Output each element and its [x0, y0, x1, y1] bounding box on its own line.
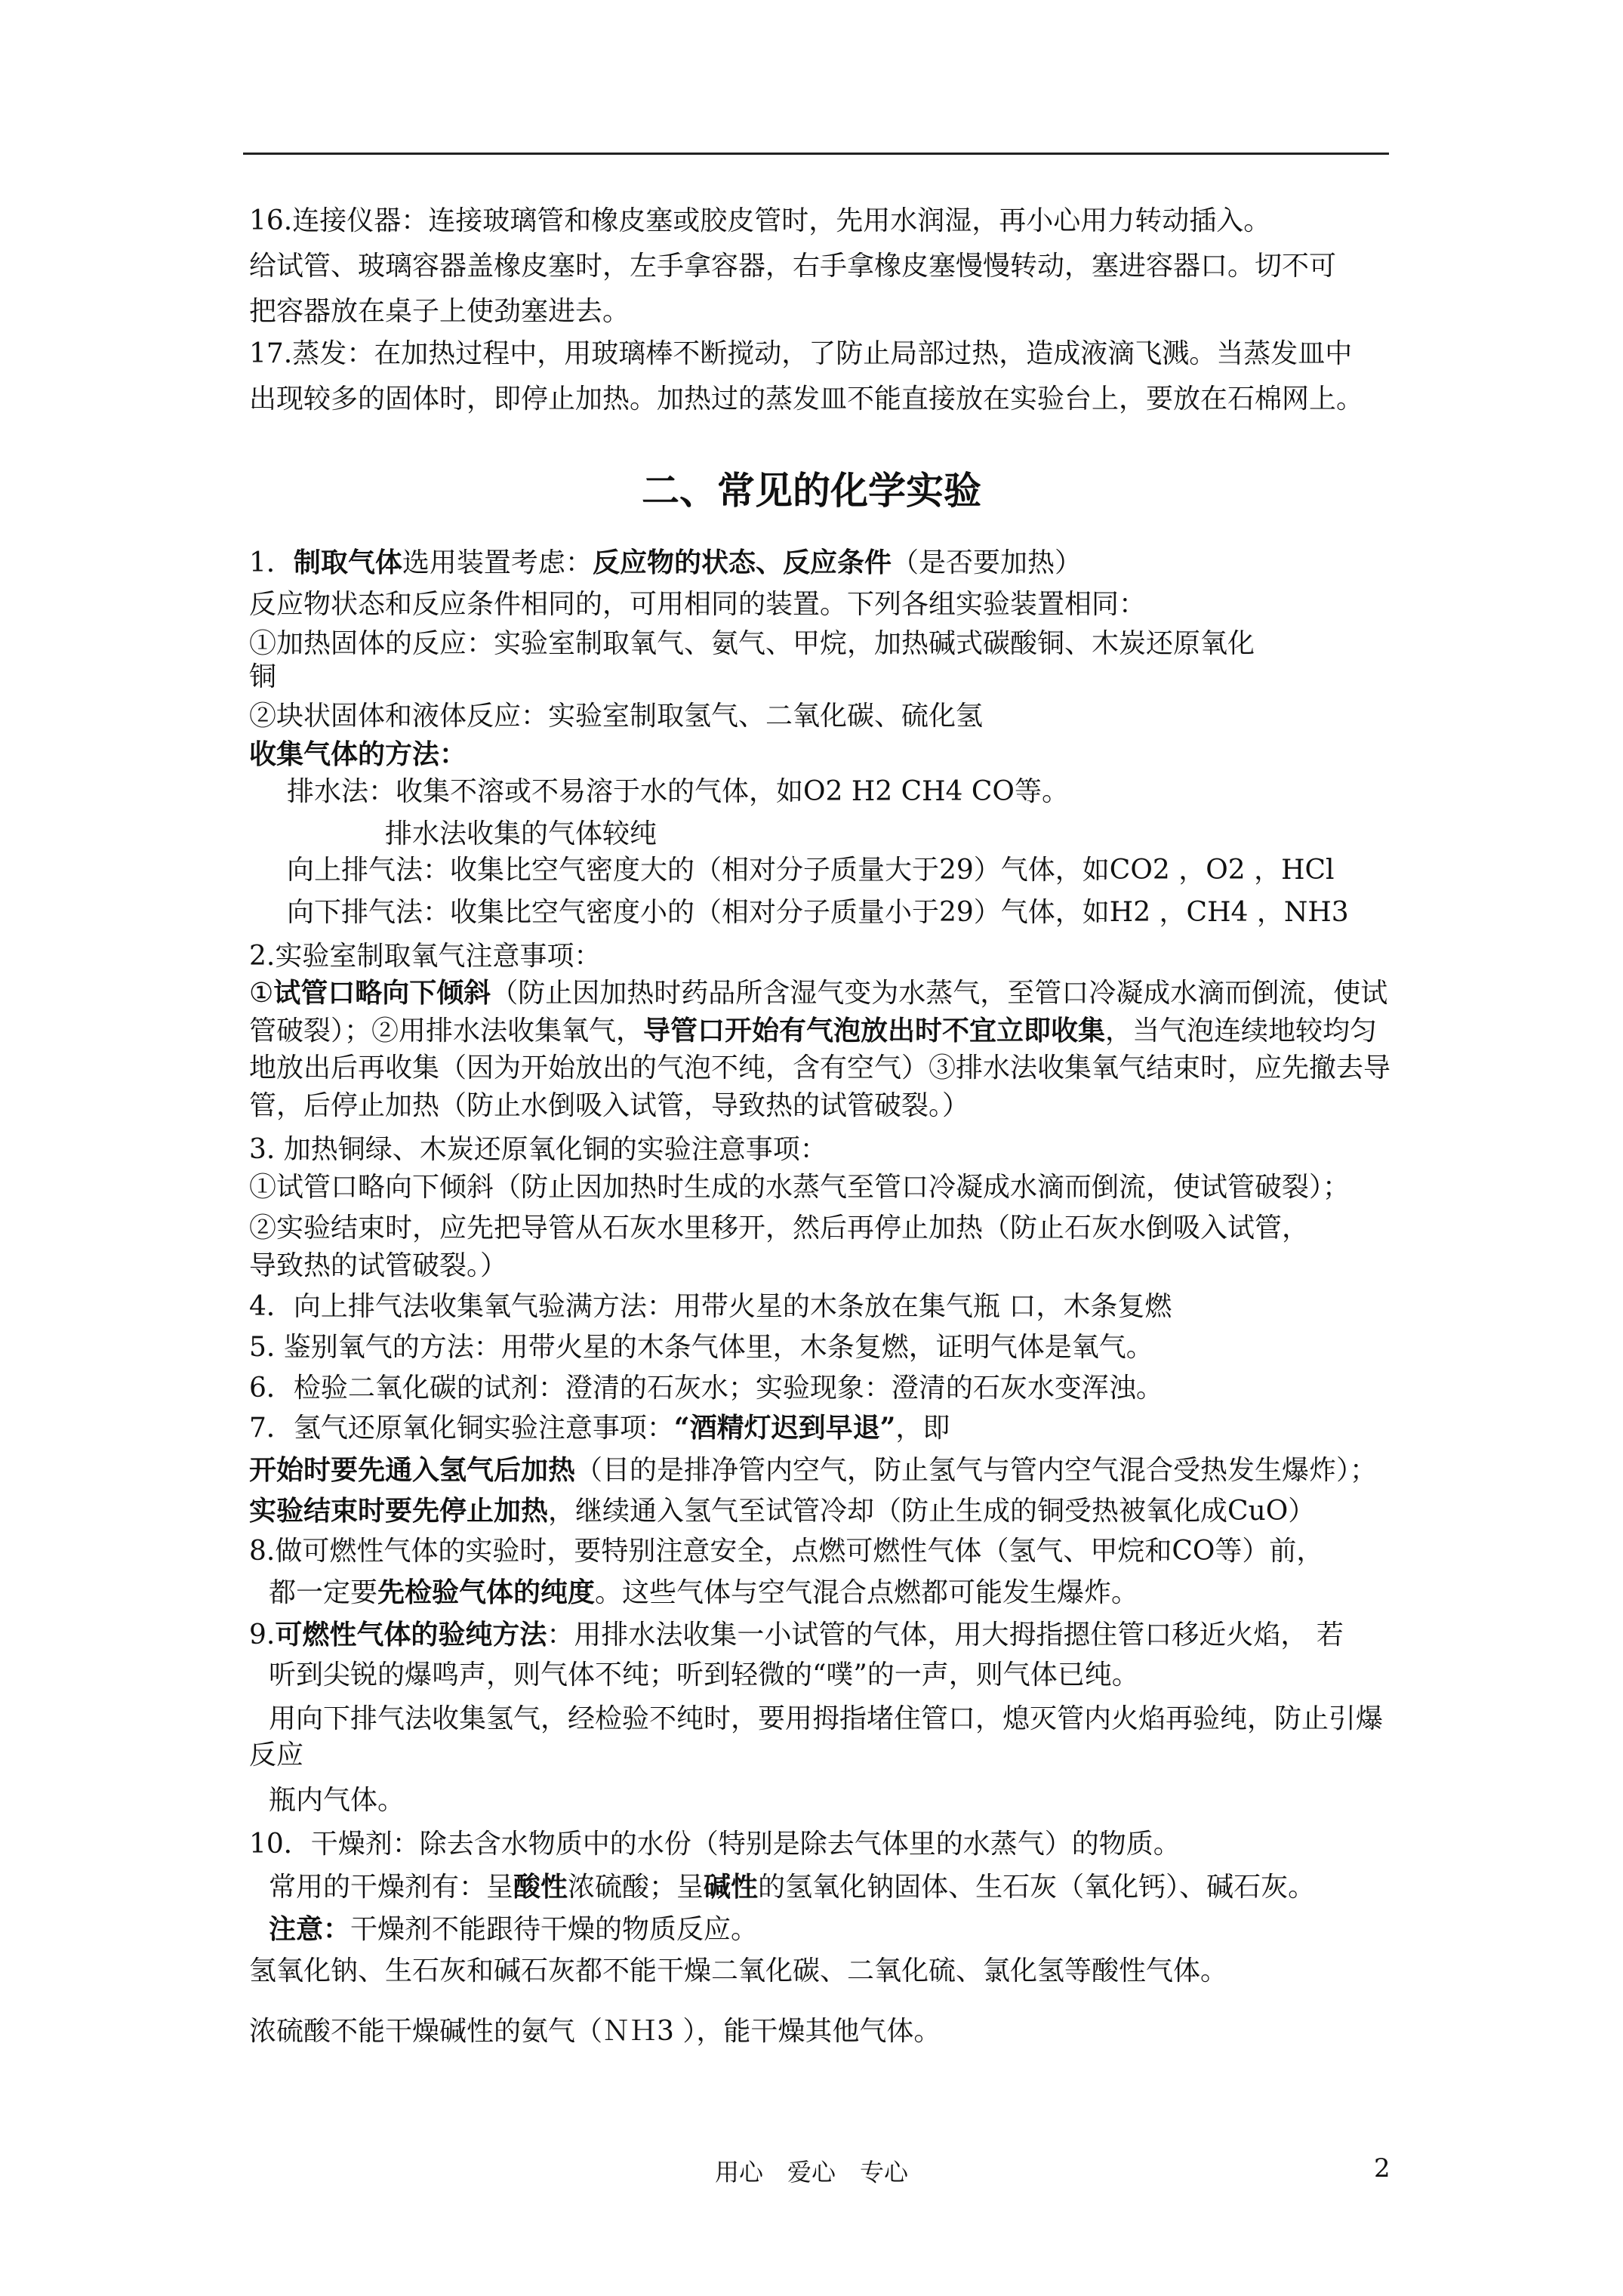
text-line: 2.实验室制取氧气注意事项： — [249, 941, 602, 972]
text-line: 导致热的试管破裂。） — [249, 1250, 508, 1281]
text-line: 排水法收集的气体较纯 — [385, 818, 658, 849]
text-line: ①试管口略向下倾斜（防止因加热时药品所含湿气变为水蒸气，至管口冷凝成水滴而倒流，使试 — [249, 977, 1388, 1009]
text-line: 1．制取气体选用装置考虑：反应物的状态、反应条件（是否要加热） — [249, 547, 1082, 578]
page-number: 2 — [1374, 2153, 1390, 2184]
section-title: 二、常见的化学实验 — [642, 468, 981, 513]
text-line: 把容器放在桌子上使劲塞进去。 — [249, 296, 630, 327]
text-line: 17.蒸发：在加热过程中，用玻璃棒不断搅动，了防止局部过热，造成液滴飞溅。当蒸发皿中 — [249, 338, 1353, 369]
text-line: 听到尖锐的爆鸣声，则气体不纯；听到轻微的“噗”的一声，则气体已纯。 — [269, 1660, 1139, 1690]
text-line: 16.连接仪器：连接玻璃管和橡皮塞或胶皮管时，先用水润湿，再小心用力转动插入。 — [249, 205, 1271, 236]
text-line: 用向下排气法收集氢气，经检验不纯时，要用拇指堵住管口，熄灭管内火焰再验纯，防止引爆 — [269, 1703, 1384, 1734]
text-line: 4．向上排气法收集氧气验满方法：用带火星的木条放在集气瓶 口，木条复燃 — [249, 1291, 1172, 1322]
text-line: 向下排气法：收集比空气密度小的（相对分子质量小于29）气体，如H2 ，CH4 ，NH3 — [287, 897, 1349, 928]
text-line: 3. 加热铜绿、木炭还原氧化铜的实验注意事项： — [249, 1134, 827, 1165]
header-rule — [243, 153, 1389, 155]
text-line: 瓶内气体。 — [269, 1785, 405, 1816]
text-line: 注意：干燥剂不能跟待干燥的物质反应。 — [269, 1913, 759, 1945]
text-line: ②块状固体和液体反应：实验室制取氢气、二氧化碳、硫化氢 — [249, 701, 984, 732]
text-line: 管，后停止加热（防止水倒吸入试管，导致热的试管破裂。） — [249, 1090, 970, 1121]
text-line: 地放出后再收集（因为开始放出的气泡不纯，含有空气）③排水法收集氧气结束时，应先撤去导 — [249, 1052, 1391, 1083]
text-line: 10．干燥剂：除去含水物质中的水份（特别是除去气体里的水蒸气）的物质。 — [249, 1829, 1181, 1860]
text-line: 常用的干燥剂有：呈酸性浓硫酸；呈碱性的氢氧化钠固体、生石灰（氧化钙）、碱石灰。 — [269, 1871, 1316, 1903]
text-line: 反应 — [249, 1740, 304, 1771]
text-line: 实验结束时要先停止加热，继续通入氢气至试管冷却（防止生成的铜受热被氧化成CuO） — [249, 1495, 1316, 1527]
text-line: 氢氧化钠、生石灰和碱石灰都不能干燥二氧化碳、二氧化硫、氯化氢等酸性气体。 — [249, 1955, 1228, 1986]
text-line: 反应物状态和反应条件相同的，可用相同的装置。下列各组实验装置相同： — [249, 589, 1147, 620]
text-line: ②实验结束时，应先把导管从石灰水里移开，然后再停止加热（防止石灰水倒吸入试管， — [249, 1213, 1310, 1244]
text-line: ①加热固体的反应：实验室制取氧气、氨气、甲烷，加热碱式碳酸铜、木炭还原氧化 — [249, 628, 1255, 659]
text-line: 收集气体的方法： — [249, 738, 467, 770]
text-line: 6．检验二氧化碳的试剂：澄清的石灰水；实验现象：澄清的石灰水变浑浊。 — [249, 1373, 1163, 1404]
text-line: 管破裂）；②用排水法收集氧气，导管口开始有气泡放出时不宜立即收集，当气泡连续地较均匀 — [249, 1015, 1378, 1046]
text-line: 都一定要先检验气体的纯度。这些气体与空气混合点燃都可能发生爆炸。 — [269, 1576, 1139, 1608]
text-line: 向上排气法：收集比空气密度大的（相对分子质量大于29）气体，如CO2 ，O2 ，HCl — [287, 855, 1335, 886]
text-line: 5. 鉴别氧气的方法：用带火星的木条气体里，木条复燃，证明气体是氧气。 — [249, 1332, 1153, 1363]
text-line: ①试管口略向下倾斜（防止因加热时生成的水蒸气至管口冷凝成水滴而倒流，使试管破裂）； — [249, 1172, 1350, 1203]
page-footer: 用心 爱心 专心 — [714, 2158, 908, 2187]
text-line: 给试管、玻璃容器盖橡皮塞时，左手拿容器，右手拿橡皮塞慢慢转动，塞进容器口。切不可 — [249, 251, 1337, 282]
text-line: 9.可燃性气体的验纯方法：用排水法收集一小试管的气体，用大拇指摁住管口移近火焰， 若 — [249, 1619, 1344, 1650]
text-line: 浓硫酸不能干燥碱性的氨气（ＮＨ3 ），能干燥其他气体。 — [249, 2016, 941, 2047]
text-line: 排水法：收集不溶或不易溶于水的气体，如O2 H2 CH4 CO等。 — [287, 776, 1069, 807]
text-line: 铜 — [249, 661, 277, 692]
text-line: 7．氢气还原氧化铜实验注意事项：“酒精灯迟到早退”，即 — [249, 1412, 950, 1444]
text-line: 开始时要先通入氢气后加热（目的是排净管内空气，防止氢气与管内空气混合受热发生爆炸）； — [249, 1454, 1378, 1486]
text-line: 出现较多的固体时，即停止加热。加热过的蒸发皿不能直接放在实验台上，要放在石棉网上。 — [249, 384, 1364, 415]
text-line: 8.做可燃性气体的实验时，要特别注意安全，点燃可燃性气体（氢气、甲烷和CO等）前， — [249, 1536, 1324, 1567]
